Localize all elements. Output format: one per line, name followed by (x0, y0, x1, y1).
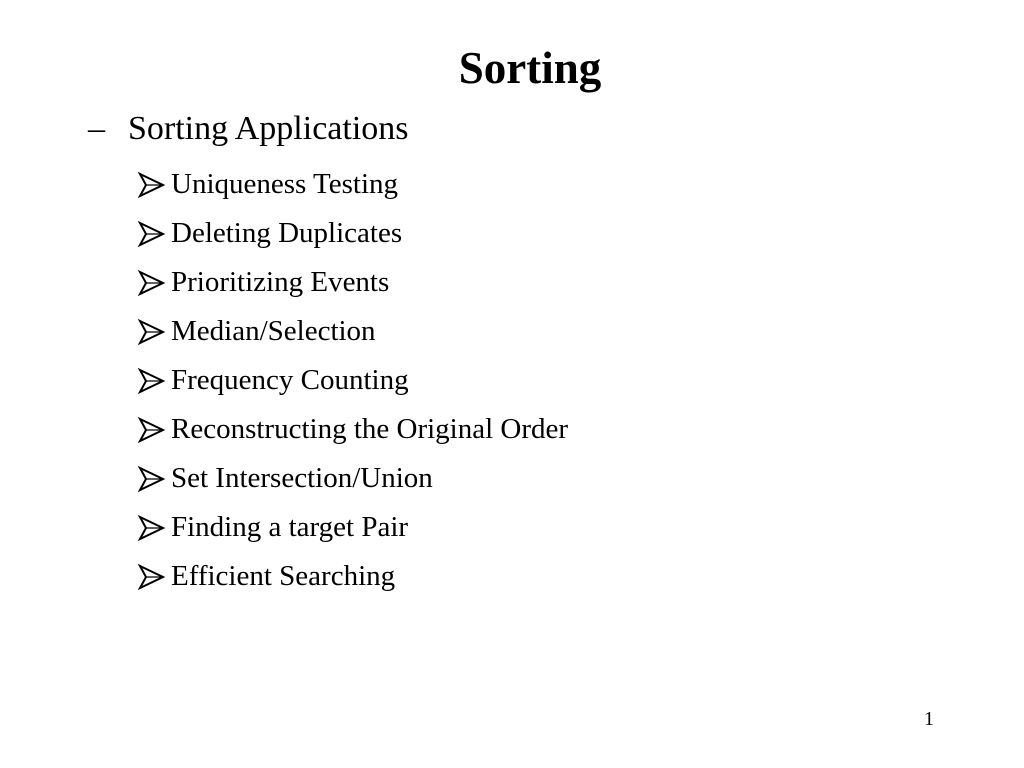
list-item-text: Prioritizing Events (171, 266, 390, 298)
list-item (137, 503, 568, 552)
arrow-bullet-icon (137, 268, 171, 298)
list-item-text: Efficient Searching (171, 560, 396, 592)
arrow-bullet-icon (137, 513, 171, 543)
bullet-level1-text: Sorting Applications (128, 110, 409, 147)
page-number: 1 (924, 708, 934, 730)
sub-bullet-list (137, 160, 568, 601)
list-item-text: Set Intersection/Union (171, 462, 433, 494)
list-item-text: Deleting Duplicates (171, 217, 403, 249)
arrow-bullet-icon (137, 317, 171, 347)
bullet-level1 (88, 106, 409, 152)
arrow-bullet-icon (137, 366, 171, 396)
list-item (137, 258, 568, 307)
list-item-text: Median/Selection (171, 315, 376, 347)
list-item (137, 552, 568, 601)
list-item (137, 160, 568, 209)
dash-bullet: – (88, 110, 105, 147)
list-item (137, 454, 568, 503)
arrow-bullet-icon (137, 415, 171, 445)
list-item (137, 307, 568, 356)
list-item-text: Reconstructing the Original Order (171, 413, 569, 445)
arrow-bullet-icon (137, 464, 171, 494)
list-item-text: Frequency Counting (171, 364, 409, 396)
list-item (137, 405, 568, 454)
list-item-text: Uniqueness Testing (171, 168, 399, 200)
list-item (137, 209, 568, 258)
arrow-bullet-icon (137, 562, 171, 592)
list-item (137, 356, 568, 405)
slide-title: Sorting (458, 43, 602, 93)
list-item-text: Finding a target Pair (171, 511, 409, 543)
arrow-bullet-icon (137, 219, 171, 249)
arrow-bullet-icon (137, 170, 171, 200)
